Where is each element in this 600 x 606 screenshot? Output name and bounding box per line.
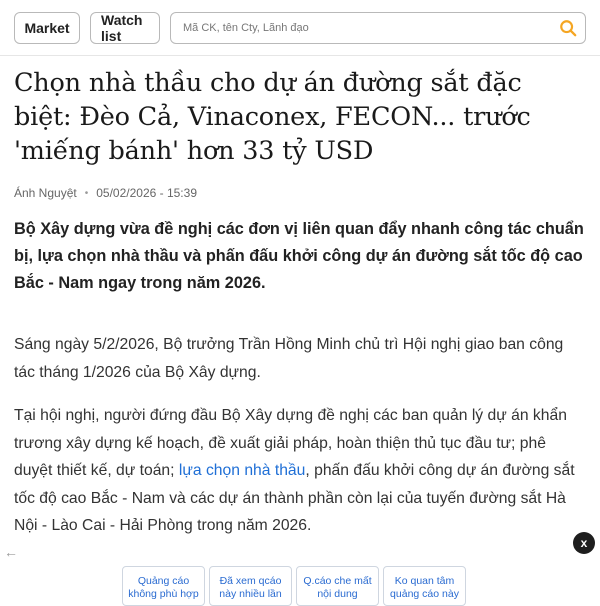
search-box[interactable]	[170, 12, 586, 44]
feedback-line: này nhiều lần	[219, 588, 282, 600]
article	[14, 62, 586, 540]
ad-feedback-seen-too-often[interactable]	[209, 566, 292, 606]
search-input[interactable]	[181, 21, 559, 35]
feedback-line: không phù hợp	[128, 588, 199, 600]
feedback-line: nội dung	[317, 588, 358, 600]
article-paragraph-1: Sáng ngày 5/2/2026, Bộ trưởng Trần Hồng Minh chủ trì Hội nghị giao ban công tác tháng 1/2026 của Bộ Xây dựng.	[14, 336, 564, 381]
feedback-line: quảng cáo này	[390, 588, 459, 600]
feedback-line: Quảng cáo	[137, 575, 190, 587]
ad-feedback-not-interested[interactable]	[383, 566, 466, 606]
article-lead: Bộ Xây dựng vừa đề nghị các đơn vị liên quan đẩy nhanh công tác chuẩn bị, lựa chọn nhà thầu và phấn đấu khởi công dự án đường sắt tốc độ cao Bắc - Nam ngay trong năm 2026.	[14, 220, 584, 292]
article-paragraph-2	[14, 402, 586, 540]
close-ad-button[interactable]: x	[573, 532, 595, 554]
author-name[interactable]: Ánh Nguyệt	[14, 186, 77, 200]
ad-feedback-options	[122, 566, 470, 606]
ad-feedback-covers-content[interactable]	[296, 566, 379, 606]
paragraph-text: , phấn đấu khởi công dự án đường sắt tốc độ cao Bắc - Nam và các dự án thành phần còn lại của tuyến đường sắt Hà Nội - Lào Cai - Hải Phòng trong năm 2026.	[14, 462, 575, 534]
separator-dot: •	[84, 187, 89, 199]
contractor-selection-link[interactable]: lựa chọn nhà thầu	[178, 462, 306, 479]
paragraph-text: Tại hội nghị, người đứng đầu Bộ Xây dựng đề nghị các ban quản lý dự án khẩn trương xây dựng kế hoạch, đề xuất giải pháp, hoàn thiện thủ tục đầu tư; phê duyệt thiết kế, dự toán;	[14, 407, 567, 479]
publish-date: 05/02/2026 - 15:39	[96, 186, 197, 200]
search-icon[interactable]	[559, 19, 577, 37]
top-navigation-bar	[0, 0, 600, 56]
back-arrow-icon[interactable]: ←	[4, 544, 18, 560]
market-button[interactable]: Market	[14, 12, 80, 44]
ad-feedback-not-relevant[interactable]	[122, 566, 205, 606]
feedback-line: Q.cáo che mất	[303, 575, 372, 587]
article-headline: Chọn nhà thầu cho dự án đường sắt đặc biệt: Đèo Cả, Vinaconex, FECON... trước 'miếng bánh' hơn 33 tỷ USD	[14, 68, 531, 166]
feedback-line: Đã xem qcáo	[219, 575, 282, 587]
feedback-line: Ko quan tâm	[394, 575, 455, 587]
article-meta	[14, 186, 586, 200]
watchlist-button[interactable]: Watch list	[90, 12, 160, 44]
